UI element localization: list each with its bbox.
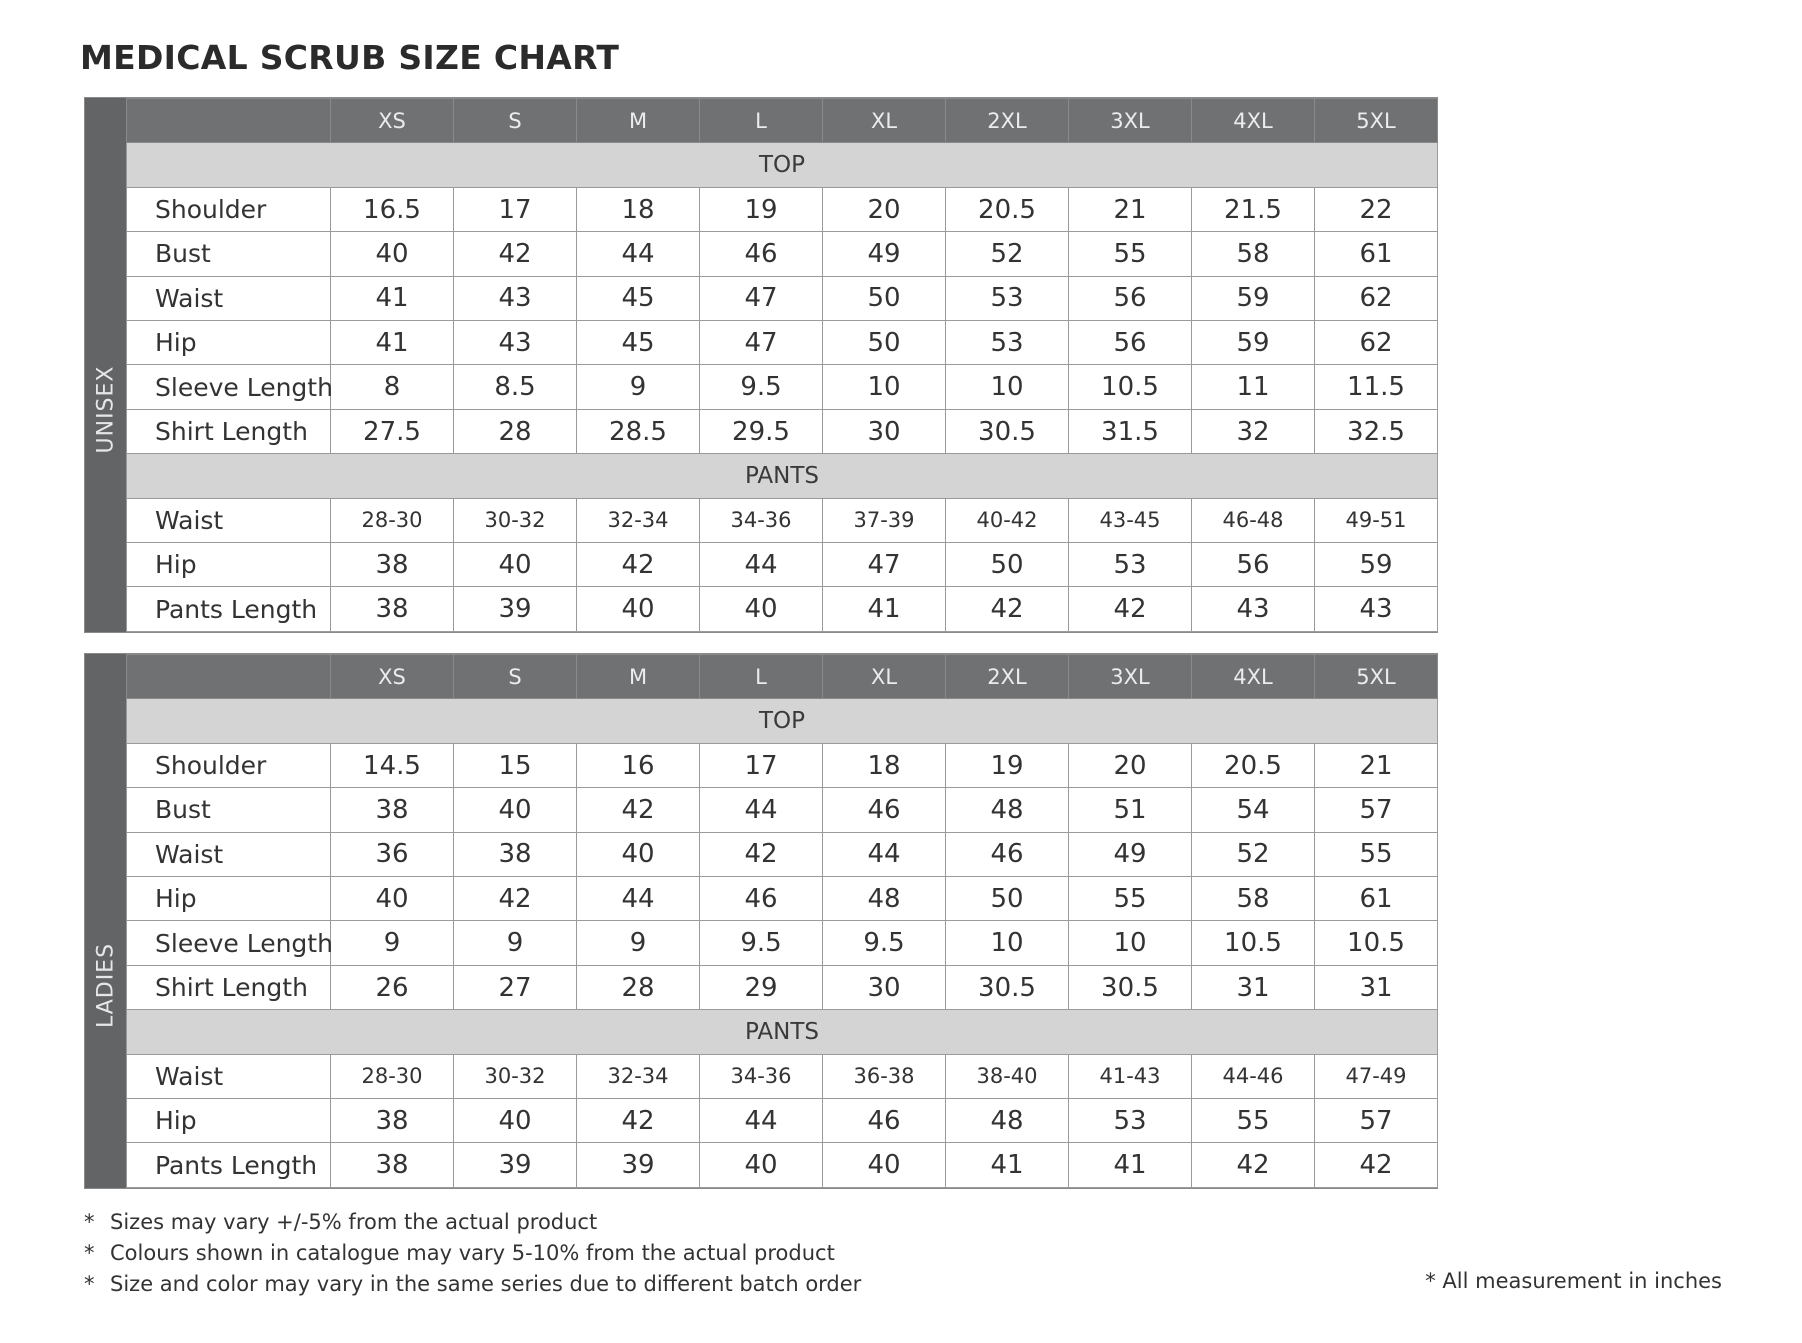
- measurement-value: 15: [454, 743, 577, 787]
- measurement-value: 46-48: [1192, 498, 1315, 542]
- measurement-value: 43: [454, 321, 577, 365]
- measurement-label: Hip: [127, 543, 331, 587]
- measurement-value: 41: [331, 321, 454, 365]
- measurement-value: 28-30: [331, 1054, 454, 1098]
- measurement-value: 9: [577, 365, 700, 409]
- measurement-value: 55: [1192, 1099, 1315, 1143]
- table-row: [127, 921, 1438, 965]
- size-header-cell: 2XL: [946, 655, 1069, 699]
- measurement-value: 34-36: [700, 1054, 823, 1098]
- measurement-label: Waist: [127, 832, 331, 876]
- measurement-value: 44-46: [1192, 1054, 1315, 1098]
- size-header-cell: L: [700, 99, 823, 143]
- measurement-value: 57: [1315, 788, 1438, 832]
- size-header-cell: 3XL: [1069, 655, 1192, 699]
- table-row: [127, 587, 1438, 632]
- measurement-label: Bust: [127, 788, 331, 832]
- measurement-value: 50: [823, 321, 946, 365]
- note-text: Size and color may vary in the same series due to different batch order: [110, 1272, 862, 1296]
- ladies-size-table: [126, 654, 1438, 1188]
- measurement-value: 48: [946, 1099, 1069, 1143]
- note-marker: *: [84, 1210, 95, 1234]
- note-text: Colours shown in catalogue may vary 5-10% from the actual product: [110, 1241, 835, 1265]
- measurement-value: 18: [577, 187, 700, 231]
- measurement-value: 22: [1315, 187, 1438, 231]
- measurement-value: 9.5: [823, 921, 946, 965]
- measurement-value: 61: [1315, 232, 1438, 276]
- table-row: [127, 276, 1438, 320]
- measurement-value: 31: [1315, 965, 1438, 1009]
- measurement-value: 30-32: [454, 498, 577, 542]
- note-marker: *: [84, 1241, 95, 1265]
- size-header-cell: M: [577, 655, 700, 699]
- measurement-value: 42: [454, 232, 577, 276]
- measurement-value: 57: [1315, 1099, 1438, 1143]
- measurement-label: Pants Length: [127, 587, 331, 632]
- measurement-value: 42: [1192, 1143, 1315, 1188]
- section-band-pants: [127, 454, 1438, 498]
- measurement-value: 38: [331, 1143, 454, 1188]
- header-corner-cell: [127, 655, 331, 699]
- measurement-value: 59: [1192, 321, 1315, 365]
- table-row: [127, 409, 1438, 453]
- note-item: [84, 1269, 861, 1300]
- size-header-cell: M: [577, 99, 700, 143]
- measurement-value: 8.5: [454, 365, 577, 409]
- measurement-value: 9.5: [700, 365, 823, 409]
- measurement-value: 41: [823, 587, 946, 632]
- measurement-value: 53: [1069, 543, 1192, 587]
- size-header-cell: 5XL: [1315, 99, 1438, 143]
- measurement-value: 41-43: [1069, 1054, 1192, 1098]
- measurement-value: 41: [331, 276, 454, 320]
- measurement-value: 20.5: [1192, 743, 1315, 787]
- measurement-value: 58: [1192, 232, 1315, 276]
- section-band-pants: [127, 1010, 1438, 1054]
- size-header-cell: XL: [823, 655, 946, 699]
- measurement-value: 44: [700, 788, 823, 832]
- measurement-value: 46: [946, 832, 1069, 876]
- unisex-size-table: [126, 98, 1438, 632]
- measurement-label: Hip: [127, 321, 331, 365]
- header-corner-cell: [127, 99, 331, 143]
- table-row: [127, 965, 1438, 1009]
- measurement-value: 19: [700, 187, 823, 231]
- measurement-value: 21: [1069, 187, 1192, 231]
- measurement-value: 40: [454, 788, 577, 832]
- measurement-value: 40: [700, 587, 823, 632]
- measurement-value: 53: [946, 276, 1069, 320]
- measurement-value: 42: [577, 788, 700, 832]
- measurement-value: 51: [1069, 788, 1192, 832]
- measurement-value: 56: [1069, 321, 1192, 365]
- measurement-value: 27.5: [331, 409, 454, 453]
- measurement-value: 62: [1315, 321, 1438, 365]
- measurement-value: 41: [1069, 1143, 1192, 1188]
- measurement-value: 62: [1315, 276, 1438, 320]
- measurement-value: 16.5: [331, 187, 454, 231]
- table-row: [127, 1143, 1438, 1188]
- measurement-value: 31.5: [1069, 409, 1192, 453]
- measurement-value: 10: [946, 365, 1069, 409]
- measurement-value: 55: [1069, 877, 1192, 921]
- note-marker: *: [84, 1272, 95, 1296]
- table-row: [127, 788, 1438, 832]
- size-header-cell: 2XL: [946, 99, 1069, 143]
- measurement-value: 46: [700, 232, 823, 276]
- measurement-value: 43: [1192, 587, 1315, 632]
- measurement-value: 11.5: [1315, 365, 1438, 409]
- note-item: [84, 1207, 861, 1238]
- measurement-value: 30.5: [946, 965, 1069, 1009]
- size-header-cell: L: [700, 655, 823, 699]
- measurement-value: 26: [331, 965, 454, 1009]
- measurement-value: 50: [946, 877, 1069, 921]
- measurement-label: Shirt Length: [127, 965, 331, 1009]
- size-header-cell: S: [454, 99, 577, 143]
- measurement-value: 40: [577, 587, 700, 632]
- measurement-value: 55: [1315, 832, 1438, 876]
- measurement-note: * All measurement in inches: [1425, 1269, 1722, 1293]
- note-item: [84, 1238, 861, 1269]
- size-header-row: [127, 99, 1438, 143]
- measurement-label: Sleeve Length: [127, 365, 331, 409]
- measurement-value: 9.5: [700, 921, 823, 965]
- measurement-label: Sleeve Length: [127, 921, 331, 965]
- measurement-label: Hip: [127, 1099, 331, 1143]
- measurement-value: 49-51: [1315, 498, 1438, 542]
- measurement-value: 46: [823, 1099, 946, 1143]
- measurement-value: 54: [1192, 788, 1315, 832]
- page-title: MEDICAL SCRUB SIZE CHART: [80, 38, 620, 77]
- measurement-value: 11: [1192, 365, 1315, 409]
- measurement-label: Waist: [127, 1054, 331, 1098]
- unisex-size-chart: [84, 97, 1438, 633]
- measurement-value: 38: [331, 587, 454, 632]
- measurement-value: 19: [946, 743, 1069, 787]
- note-text: Sizes may vary +/-5% from the actual product: [110, 1210, 598, 1234]
- table-row: [127, 832, 1438, 876]
- measurement-value: 44: [577, 877, 700, 921]
- measurement-value: 10: [823, 365, 946, 409]
- measurement-value: 49: [1069, 832, 1192, 876]
- measurement-value: 46: [823, 788, 946, 832]
- measurement-value: 42: [1315, 1143, 1438, 1188]
- measurement-label: Shoulder: [127, 743, 331, 787]
- measurement-value: 47: [700, 321, 823, 365]
- measurement-value: 42: [577, 543, 700, 587]
- measurement-value: 61: [1315, 877, 1438, 921]
- table-row: [127, 321, 1438, 365]
- size-header-cell: 4XL: [1192, 99, 1315, 143]
- measurement-value: 52: [1192, 832, 1315, 876]
- measurement-value: 43-45: [1069, 498, 1192, 542]
- measurement-value: 53: [1069, 1099, 1192, 1143]
- measurement-value: 40: [331, 877, 454, 921]
- measurement-value: 47: [700, 276, 823, 320]
- measurement-value: 40: [577, 832, 700, 876]
- measurement-value: 56: [1192, 543, 1315, 587]
- unisex-side-label: UNISEX: [93, 365, 118, 454]
- table-row: [127, 743, 1438, 787]
- measurement-value: 48: [946, 788, 1069, 832]
- measurement-value: 31: [1192, 965, 1315, 1009]
- measurement-value: 38-40: [946, 1054, 1069, 1098]
- measurement-value: 17: [700, 743, 823, 787]
- ladies-size-chart: [84, 653, 1438, 1189]
- ladies-side-bar: [85, 654, 126, 1188]
- measurement-value: 20: [1069, 743, 1192, 787]
- measurement-value: 17: [454, 187, 577, 231]
- measurement-value: 10.5: [1192, 921, 1315, 965]
- size-header-row: [127, 655, 1438, 699]
- size-header-cell: 4XL: [1192, 655, 1315, 699]
- measurement-value: 18: [823, 743, 946, 787]
- measurement-value: 44: [577, 232, 700, 276]
- measurement-value: 46: [700, 877, 823, 921]
- measurement-value: 40: [823, 1143, 946, 1188]
- size-header-cell: XS: [331, 655, 454, 699]
- table-row: [127, 543, 1438, 587]
- measurement-value: 39: [454, 1143, 577, 1188]
- measurement-value: 32.5: [1315, 409, 1438, 453]
- measurement-value: 37-39: [823, 498, 946, 542]
- measurement-value: 30.5: [1069, 965, 1192, 1009]
- measurement-label: Shoulder: [127, 187, 331, 231]
- measurement-value: 16: [577, 743, 700, 787]
- measurement-value: 44: [823, 832, 946, 876]
- measurement-value: 28-30: [331, 498, 454, 542]
- measurement-value: 30: [823, 965, 946, 1009]
- section-label: PANTS: [127, 1010, 1438, 1054]
- measurement-value: 42: [1069, 587, 1192, 632]
- measurement-value: 38: [454, 832, 577, 876]
- measurement-value: 43: [454, 276, 577, 320]
- measurement-value: 49: [823, 232, 946, 276]
- measurement-value: 40-42: [946, 498, 1069, 542]
- section-label: PANTS: [127, 454, 1438, 498]
- measurement-value: 34-36: [700, 498, 823, 542]
- measurement-value: 32: [1192, 409, 1315, 453]
- measurement-value: 40: [454, 543, 577, 587]
- section-band-top: [127, 143, 1438, 187]
- measurement-value: 10: [1069, 921, 1192, 965]
- measurement-value: 44: [700, 543, 823, 587]
- table-row: [127, 877, 1438, 921]
- measurement-value: 9: [454, 921, 577, 965]
- measurement-value: 44: [700, 1099, 823, 1143]
- measurement-value: 39: [454, 587, 577, 632]
- measurement-value: 45: [577, 321, 700, 365]
- measurement-value: 42: [454, 877, 577, 921]
- measurement-value: 9: [577, 921, 700, 965]
- measurement-label: Bust: [127, 232, 331, 276]
- measurement-value: 30-32: [454, 1054, 577, 1098]
- measurement-value: 53: [946, 321, 1069, 365]
- measurement-value: 27: [454, 965, 577, 1009]
- measurement-label: Waist: [127, 276, 331, 320]
- measurement-value: 30.5: [946, 409, 1069, 453]
- measurement-label: Shirt Length: [127, 409, 331, 453]
- measurement-value: 42: [577, 1099, 700, 1143]
- measurement-value: 39: [577, 1143, 700, 1188]
- measurement-value: 47: [823, 543, 946, 587]
- measurement-value: 32-34: [577, 1054, 700, 1098]
- measurement-value: 59: [1192, 276, 1315, 320]
- ladies-side-label: LADIES: [93, 942, 118, 1029]
- measurement-value: 10.5: [1315, 921, 1438, 965]
- measurement-value: 36: [331, 832, 454, 876]
- measurement-value: 41: [946, 1143, 1069, 1188]
- table-row: [127, 1054, 1438, 1098]
- size-header-cell: S: [454, 655, 577, 699]
- measurement-value: 40: [331, 232, 454, 276]
- measurement-value: 48: [823, 877, 946, 921]
- measurement-value: 40: [700, 1143, 823, 1188]
- table-row: [127, 232, 1438, 276]
- measurement-value: 10.5: [1069, 365, 1192, 409]
- measurement-value: 58: [1192, 877, 1315, 921]
- measurement-value: 21: [1315, 743, 1438, 787]
- notes-list: [84, 1207, 861, 1300]
- measurement-label: Hip: [127, 877, 331, 921]
- size-header-cell: XL: [823, 99, 946, 143]
- section-label: TOP: [127, 699, 1438, 743]
- measurement-value: 38: [331, 788, 454, 832]
- measurement-value: 59: [1315, 543, 1438, 587]
- table-row: [127, 498, 1438, 542]
- measurement-value: 10: [946, 921, 1069, 965]
- measurement-value: 38: [331, 1099, 454, 1143]
- measurement-value: 29.5: [700, 409, 823, 453]
- section-label: TOP: [127, 143, 1438, 187]
- measurement-value: 8: [331, 365, 454, 409]
- measurement-value: 50: [823, 276, 946, 320]
- unisex-side-bar: [85, 98, 126, 632]
- measurement-value: 29: [700, 965, 823, 1009]
- size-header-cell: XS: [331, 99, 454, 143]
- table-row: [127, 365, 1438, 409]
- measurement-value: 42: [946, 587, 1069, 632]
- measurement-value: 20: [823, 187, 946, 231]
- measurement-label: Waist: [127, 498, 331, 542]
- size-header-cell: 3XL: [1069, 99, 1192, 143]
- measurement-value: 50: [946, 543, 1069, 587]
- measurement-value: 9: [331, 921, 454, 965]
- measurement-value: 28.5: [577, 409, 700, 453]
- measurement-value: 52: [946, 232, 1069, 276]
- measurement-value: 14.5: [331, 743, 454, 787]
- measurement-value: 55: [1069, 232, 1192, 276]
- measurement-value: 40: [454, 1099, 577, 1143]
- table-row: [127, 1099, 1438, 1143]
- measurement-value: 30: [823, 409, 946, 453]
- measurement-value: 56: [1069, 276, 1192, 320]
- measurement-value: 47-49: [1315, 1054, 1438, 1098]
- measurement-value: 21.5: [1192, 187, 1315, 231]
- measurement-value: 43: [1315, 587, 1438, 632]
- measurement-value: 20.5: [946, 187, 1069, 231]
- measurement-value: 28: [577, 965, 700, 1009]
- section-band-top: [127, 699, 1438, 743]
- measurement-label: Pants Length: [127, 1143, 331, 1188]
- measurement-value: 42: [700, 832, 823, 876]
- measurement-value: 36-38: [823, 1054, 946, 1098]
- measurement-value: 38: [331, 543, 454, 587]
- size-header-cell: 5XL: [1315, 655, 1438, 699]
- measurement-value: 45: [577, 276, 700, 320]
- table-row: [127, 187, 1438, 231]
- measurement-value: 28: [454, 409, 577, 453]
- measurement-value: 32-34: [577, 498, 700, 542]
